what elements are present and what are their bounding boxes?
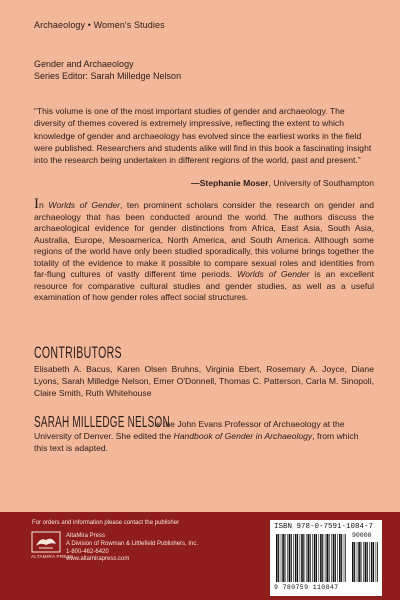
quote-author: —Stephanie Moser	[191, 178, 269, 188]
publisher-info	[66, 532, 198, 556]
author-bio	[34, 414, 374, 454]
contributors-list: Elisabeth A. Bacus, Karen Olsen Bruhns, Virginia Ebert, Rosemary A. Joyce, Diane Lyons, Sarah Milledge Nelson, Emer O'Donnell, Thomas C. Patterson, Carla M. Sinopoli, Claire Smith, Ruth Whitehouse	[34, 364, 374, 398]
description-text: n	[39, 200, 49, 210]
publisher-website: www.altamirapress.com	[66, 556, 130, 562]
publisher-footer	[0, 512, 400, 600]
barcode-number: 9 780759 110847	[274, 584, 339, 591]
cover-text-area	[34, 0, 380, 512]
publisher-phone: 1-800-462-6420	[66, 549, 109, 555]
publisher-division: A Division of Rowman & Littlefield Publishers, Inc.	[66, 541, 199, 547]
book-title: Worlds of Gender	[237, 269, 310, 279]
price-barcode-icon	[352, 542, 378, 582]
endorsement-quote: “This volume is one of the most important studies of gender and archaeology. The diversity of themes covered is extremely impressive, reflecting the extent to which knowledge of gender and archaeology has evolved since the earliest works in the field were published. Researchers and students alike will find in this book a fascinating insight into the research being undertaken in different regions of the world, past and present.”	[34, 106, 372, 166]
quote-attribution	[34, 178, 374, 188]
book-title: Worlds of Gender	[48, 200, 120, 210]
price-code: 90000	[352, 532, 372, 539]
drop-letter: I	[34, 196, 39, 212]
author-bio-text: , from which this text is adapted.	[34, 430, 359, 453]
isbn-label: ISBN 978-0-7591-1084-7	[274, 523, 374, 531]
isbn-barcode-icon	[276, 534, 346, 582]
publisher-name: AltaMira Press	[66, 533, 106, 539]
book-description	[34, 196, 374, 304]
author-name: SARAH MILLEDGE NELSON	[34, 414, 170, 431]
contributors-heading: CONTRIBUTORS	[34, 343, 122, 362]
logo-text: ALTAMIRA PRESS	[31, 554, 74, 559]
barcode-panel	[270, 520, 382, 596]
orders-text: For orders and information please contact the publisher	[32, 520, 180, 526]
description-text: is an excellent resource for comparative cultural studies and gender studies, as well as a useful examination of how gender roles affect social structures.	[34, 269, 374, 302]
altamira-logo-icon	[31, 531, 61, 553]
series-editor: Series Editor: Sarah Milledge Nelson	[34, 71, 182, 81]
description-text: , ten prominent scholars consider the research on gender and archaeology that has been conducted around the world. The authors discuss the archaeological evidence for gender distinctions from Africa, East Asia, South Asia, Australia, Europe, Mesoamerica, North America, and South America. Although some regions of the world have only been studied sporadically, this volume brings together the totality of the evidence to make it possible to compare sexual roles and identities from far-flung cultures of vastly different time periods.	[34, 200, 374, 279]
category-label: Archaeology • Women's Studies	[34, 20, 165, 30]
author-bio-text: is the John Evans Professor of Archaeology at the University of Denver. She edited the	[34, 419, 345, 441]
quote-affiliation: , University of Southampton	[268, 178, 374, 188]
series-info	[34, 58, 181, 82]
handbook-title: Handbook of Gender in Archaeology	[173, 430, 313, 441]
series-title: Gender and Archaeology	[34, 59, 134, 69]
